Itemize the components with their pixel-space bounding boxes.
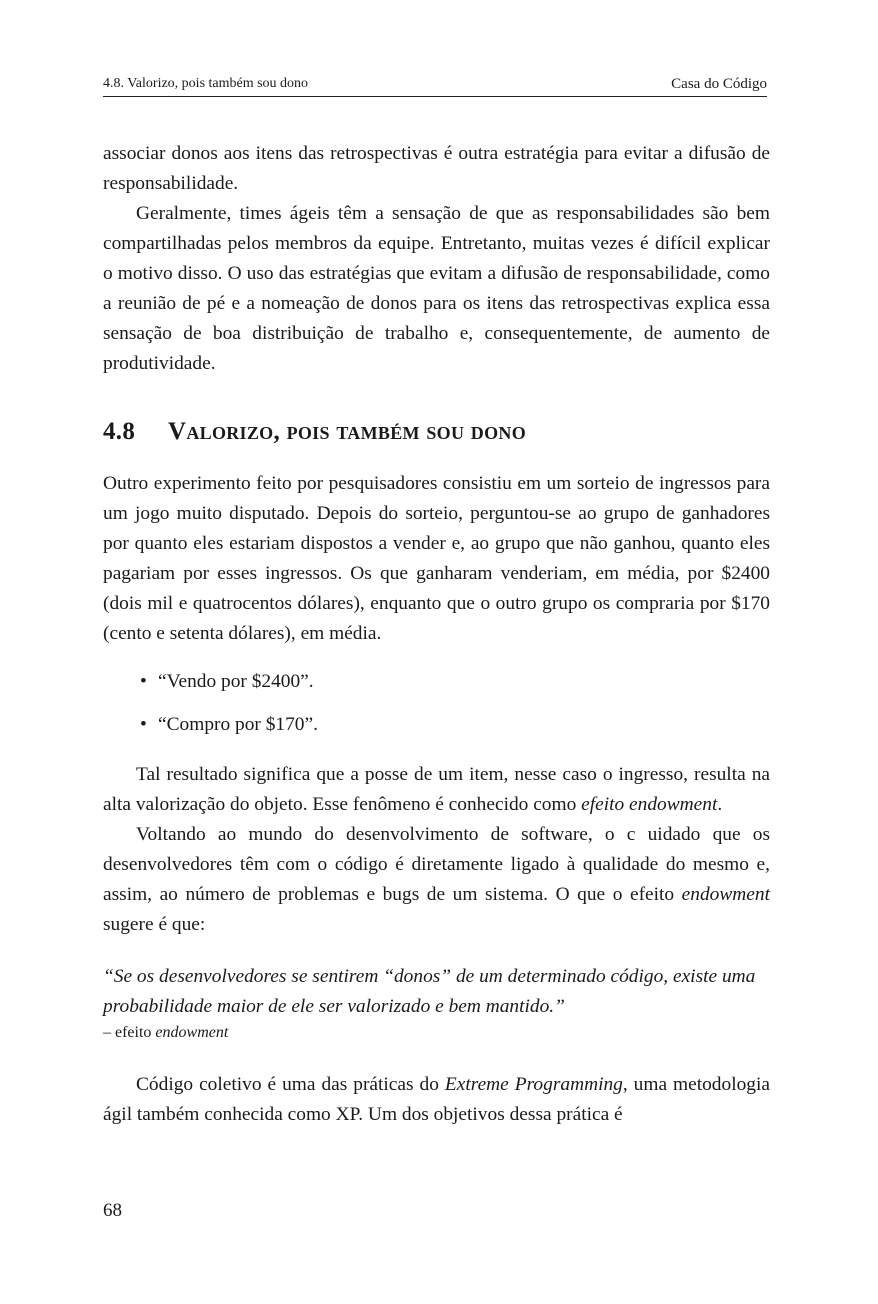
paragraph-text: , uma metodologia ágil também conhecida como XP. Um dos objetivos dessa prática é [103,1074,770,1125]
emphasis: endowment [681,884,770,905]
list-item [103,710,770,740]
epigraph [103,962,770,1044]
paragraph-text: Voltando ao mundo do desenvolvimento de software, o c uidado que os desenvolvedores têm com o código é diretamente ligado à qualidade do mesmo e, assim, ao número de problemas e bugs de um sistema. O que o efeito [103,824,770,905]
paragraph-text: Código coletivo é uma das práticas do [136,1074,445,1095]
paragraph [103,820,770,940]
header-publisher: Casa do Código [671,76,767,92]
bullet-icon: • [140,714,147,735]
list-item [103,667,770,697]
paragraph-text: sugere é que: [103,914,206,935]
page-number: 68 [103,1200,122,1221]
page-content [103,139,770,1130]
paragraph [103,1070,770,1130]
paragraph-text: Tal resultado significa que a posse de um item, nesse caso o ingresso, resulta na alta valorização do objeto. Esse fenômeno é conhecido como [103,764,770,815]
section-number: 4.8 [103,418,136,445]
bullet-icon: • [140,671,147,692]
emphasis: efeito endowment [581,794,718,815]
header-section-title: 4.8. Valorizo, pois também sou dono [103,76,309,91]
attribution-prefix: – efeito [103,1024,156,1041]
paragraph [103,760,770,820]
epigraph-attribution [103,1022,770,1044]
section-title: Valorizo, pois também sou dono [168,418,527,445]
emphasis: endowment [155,1024,229,1041]
paragraph: associar donos aos itens das retrospectivas é outra estratégia para evitar a difusão de responsabilidade. [103,143,770,194]
paragraph: Geralmente, times ágeis têm a sensação de que as responsabilidades são bem compartilhadas pelos membros da equipe. Entretanto, muitas vezes é difícil explicar o motivo disso. O uso das estratégias que evitam a difusão de responsabilidade, como a reunião de pé e a nomeação de donos para os itens das retrospectivas explica essa sensação de boa distribuição de trabalho e, consequentemente, de aumento de produtividade. [103,203,770,374]
paragraph-text: . [717,794,723,815]
quote-list [103,667,770,740]
section-heading [103,417,770,447]
emphasis: Extreme Programming [444,1074,623,1095]
epigraph-quote: “Se os desenvolvedores se sentirem “donos” de um determinado código, existe uma probabilidade maior de ele ser valorizado e bem mantido.” [103,966,756,1017]
list-item-text: “Vendo por $2400”. [158,671,314,692]
list-item-text: “Compro por $170”. [158,714,318,735]
running-header [103,74,767,97]
paragraph: Outro experimento feito por pesquisadores consistiu em um sorteio de ingressos para um jogo muito disputado. Depois do sorteio, perguntou-se ao grupo de ganhadores por quanto eles estariam dispostos a vender e, ao grupo que não ganhou, quanto eles pagariam por esses ingressos. Os que ganharam venderiam, em média, por $2400 (dois mil e quatrocentos dólares), enquanto que o outro grupo os compraria por $170 (cento e setenta dólares), em média. [103,473,770,644]
